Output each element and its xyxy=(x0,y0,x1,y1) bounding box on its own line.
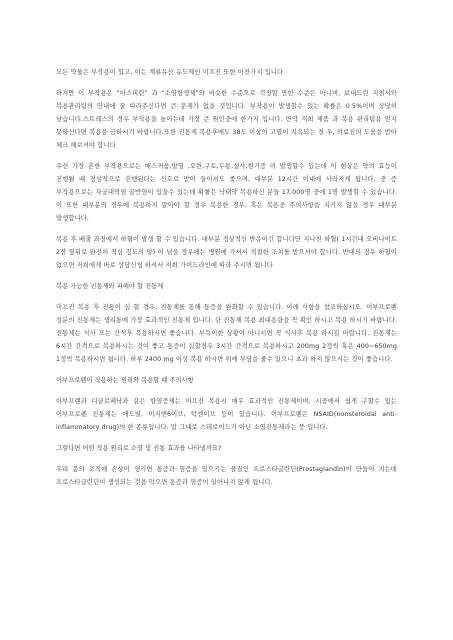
paragraph-bleeding: 복용 후 배출 과정에서 하혈이 발생 할 수 있습니다. 대부분 정상적인 반응이긴 합니다만 지나친 하혈( 1시간내 오버나이트 2장 옆뒤로 완전히 적심 정도의 양) 이 넘을 경우에는 병원에 가셔서 적절한 조치를 받으셔야 합니다. 반대의 경우 하혈이 없으면 저희에게 바로 상담신청 하셔서 저희 가이드라인에 따라 주시면 됩니다 xyxy=(56,236,397,269)
paragraph-intro: 모든 약물은 부작용이 있고, 이는 계류유산 유도제인 미프진 또한 마찬가지 입니다. xyxy=(56,69,286,76)
paragraph-painkiller-usage: 미프진 복용 후 진통이 심 할 경우, 진통제를 통해 통증을 완화할 수 있습니다. 아래 사항을 참조하십시오. 이부프로펜 성분의 진통제는 생리통에 가장 효과적인 진통제 입니다. 단 진통제 복용 최대용량을 꼭 확인 하시고 복용 하시기 바랍니다. 진통제는 식사 또는 간식후 복용하시면 좋습니다. 부득이한 상황이 아니시면 꼭 식사후 복용 하시길 바랍니다. 진통제는 6시간 간격으로 복용하시는 것이 좋고 통증이 심할경우 3시간 간격으로 복용하시고 200mg 2정씩 혹은 400~650mg 1정씩 복용하시면 됩니다. 하루 2400 mg 이상 복용 하시면 위에 부담을 줄수 있으니 초과 하지 않으시는 것이 좋습니다. xyxy=(56,304,397,363)
paragraph-mechanism: 우리 몸의 조직에 손상이 생기면 통증과 염증을 일으키는 물질인 프로스타글란딘(Prostaglandin)이 만들어 지는데 프로스타글란딘이 생성되는 것을 막으면 통증과 염증이 일어나지 않게 됩니다. xyxy=(56,466,397,486)
heading-painkillers: 복용 가능한 진통제와 피해야 할 진통제 xyxy=(56,283,164,290)
paragraph-ibuprofen-info: 이부프랜과 디클로페낙과 같은 항염증제는 미프진 복용시 매우 효과적인 진통제이며, 시중에서 쉽게 구할수 있는 이부프로펜 진통제는 애드빌, 이지엔6이브, 탁센이브 등이 있습니다. 이부프로펜은 NSAID(nonsteroidal anti-inflammatory drug)의 한 종류입니다. 말 그대로 스테로이드가 아닌 소염진통제라는 뜻 입니다. xyxy=(56,398,397,431)
heading-ibuprofen: 이부프로펜이 작용하는 원리와 복용할 때 주의사항 xyxy=(56,377,194,384)
heading-mechanism: 그렇다면 어떤 작용 원리로 소염 및 진통 효과를 나타낼까요? xyxy=(56,445,222,452)
paragraph-side-effect-level: 하지만 이 부작용은 “아스피린” 과 “소염항생제”와 비슷한 수준으로 걱정할 만한 수준은 아니며, 보내드린 지침서와 복용관리팀의 안내에 잘 따라주신다면 큰 문제가 없을 것입니다. 부작용이 발생할수 있는 확률은 0.5%이며 상당히 낮습니다.스트레스의 경우 부작용을 높이는데 가장 큰 원인중에 한가지 입니다. 만약 저희 제품 과 복용 관리팀을 믿지 못하신다면 복용을 금하시기 바랍니다.또한 진통제 복용후에도 38도 이상의 고열이 지속되는 경 우, 의료진의 도움을 받아 체크 해보셔야 합니다 xyxy=(56,90,397,149)
paragraph-common-side-effects: 우선 가장 흔한 부작용으로는 매스꺼움,발열 ,오한,구토,두통,설사,현기증 이 발생할수 있는데 이 현상은 약의 효능이 진행될 때 정상적으로 진행된다는 신호로 받아 들이셔도 좋으며, 대부분 12시간 이내에 사라지게 됩니다. 중 증 부작용으로는 자궁내막염 골반염이 있을수 있는데 확률은 낙태약 복용하신 분들 17,000명 중에 1명 발생할 수 있습니다. 이 또한 대부분의 경우에 복용하지 말아야 할 경우 복용한 경우, 혹은 복용중 주의사항을 지키지 않을 경우 대부분 발생합니다. xyxy=(56,163,397,222)
